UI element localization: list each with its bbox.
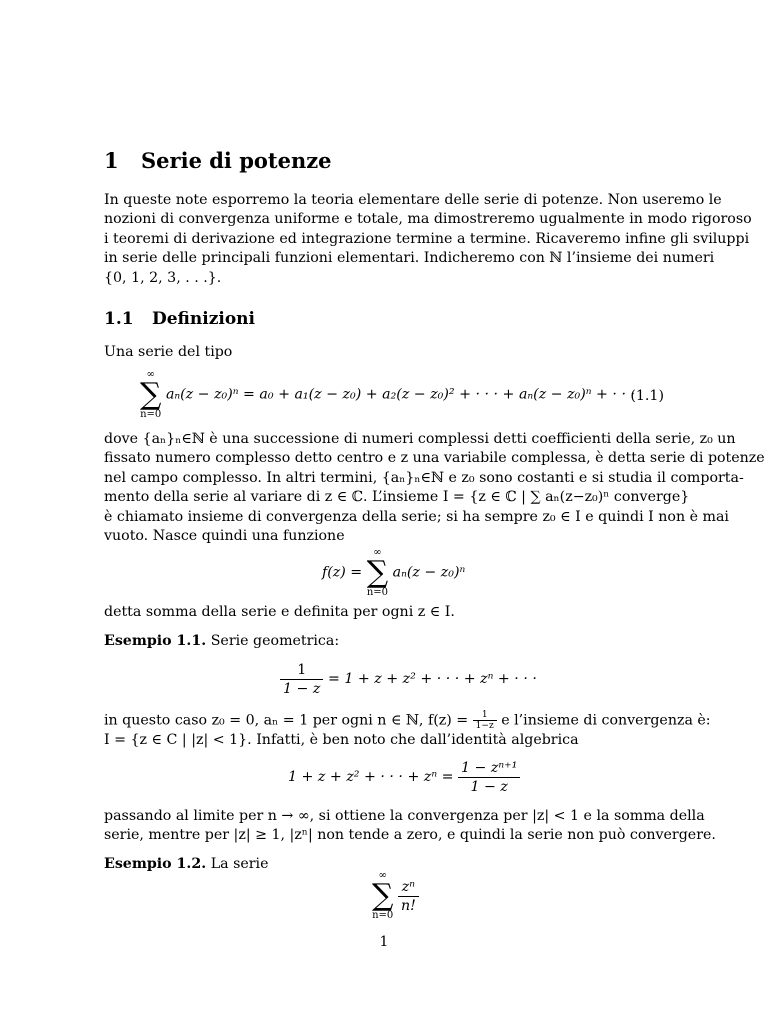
algebraic-identity: 1 + z + z² + · · · + zⁿ = $\frac{\text{1 − zⁿ⁺¹}}{1 - z}$ bbox=[288, 759, 520, 796]
example-label: Esempio 1.1. bbox=[104, 633, 207, 649]
summation-symbol: ∞ ∑ n=0 bbox=[372, 870, 394, 921]
exponential-series bbox=[372, 871, 419, 921]
equation-number: (1.1) bbox=[630, 388, 664, 404]
fraction: $\frac{1}{1 - z}$ bbox=[280, 661, 323, 698]
subsection-number: 1.1 bbox=[104, 309, 134, 329]
definition-lead: Una serie del tipo bbox=[104, 344, 233, 360]
example-line: in questo caso z₀ = 0, aₙ = 1 per ogni n ∈ ℕ, f(z) = $\frac{1}{1-z}$ e l’insieme di convergenza è: bbox=[104, 710, 711, 731]
inline-fraction: $\frac{1}{1-z}$ bbox=[473, 710, 497, 731]
section-number: 1 bbox=[104, 148, 119, 173]
definition-line: fissato numero complesso detto centro e z una variabile complessa, è detta serie di potenze bbox=[104, 450, 765, 467]
fraction: $\frac{\text{1 − zⁿ⁺¹}}{1 - z}$ bbox=[458, 759, 520, 796]
intro-paragraph bbox=[104, 191, 752, 288]
example-1-1-body bbox=[104, 710, 711, 750]
definition-line: nel campo complesso. In altri termini, {aₙ}ₙ∈ℕ e z₀ sono costanti e si studia il comporta- bbox=[104, 469, 744, 486]
subsection-heading bbox=[104, 308, 255, 330]
equation-1-1 bbox=[140, 370, 635, 420]
section-heading bbox=[104, 148, 332, 174]
equation-body: aₙ(z − z₀)ⁿ = a₀ + a₁(z − z₀) + a₂(z − z₀)² + · · · + aₙ(z − z₀)ⁿ + · · · bbox=[165, 386, 635, 403]
section-title: Serie di potenze bbox=[141, 148, 332, 173]
fraction: $\frac{\text{zⁿ}}{n!}$ bbox=[398, 878, 419, 915]
example-1-1-heading bbox=[104, 632, 664, 651]
definition-paragraph bbox=[104, 430, 765, 546]
definition-line: mento della serie al variare di z ∈ ℂ. L’insieme I = {z ∈ ℂ | ∑ aₙ(z−z₀)ⁿ converge} bbox=[104, 489, 690, 506]
subsection-title: Definizioni bbox=[152, 309, 256, 329]
definition-line: è chiamato insieme di convergenza della serie; si ha sempre z₀ ∈ I e quindi I non è mai bbox=[104, 508, 729, 525]
definition-line: dove {aₙ}ₙ∈ℕ è una successione di numeri complessi detti coefficienti della serie, z₀ un bbox=[104, 431, 736, 447]
after-function-text: detta somma della serie e definita per ogni z ∈ I. bbox=[104, 604, 455, 620]
example-line: I = {z ∈ C | |z| < 1}. Infatti, è ben noto che dall’identità algebrica bbox=[104, 732, 579, 748]
example-text: Serie geometrica: bbox=[210, 633, 340, 649]
example-1-1-conclusion bbox=[104, 807, 716, 846]
intro-line: i teoremi di derivazione ed integrazione termine a termine. Ricaveremo infine gli sviluppi bbox=[104, 230, 750, 247]
example-line: serie, mentre per |z| ≥ 1, |zⁿ| non tende a zero, e quindi la serie non può convergere. bbox=[104, 827, 716, 844]
page-number: 1 bbox=[379, 934, 389, 950]
intro-line: In queste note esporremo la teoria elementare delle serie di potenze. Non useremo le bbox=[104, 192, 722, 208]
example-line: passando al limite per n → ∞, si ottiene la convergenza per |z| < 1 e la somma della bbox=[104, 808, 705, 824]
example-label: Esempio 1.2. bbox=[104, 856, 207, 872]
example-text: La serie bbox=[210, 856, 269, 872]
sum-function-equation: f(z) = ∞ ∑ n=0 aₙ(z − z₀)ⁿ bbox=[322, 547, 466, 598]
geometric-series-equation: $\frac{1}{1 - z}$ = 1 + z + z² + · · · + zⁿ + · · · bbox=[280, 661, 537, 698]
definition-line: vuoto. Nasce quindi una funzione bbox=[104, 528, 345, 545]
intro-line: nozioni di convergenza uniforme e totale, ma dimostreremo ugualmente in modo rigoroso bbox=[104, 211, 752, 228]
intro-line: in serie delle principali funzioni elementari. Indicheremo con ℕ l’insieme dei numeri bbox=[104, 250, 715, 267]
summation-symbol: ∞ ∑ n=0 bbox=[366, 547, 389, 598]
summation-symbol: ∞ ∑ n=0 bbox=[140, 369, 162, 420]
intro-line: {0, 1, 2, 3, . . .}. bbox=[104, 269, 222, 286]
